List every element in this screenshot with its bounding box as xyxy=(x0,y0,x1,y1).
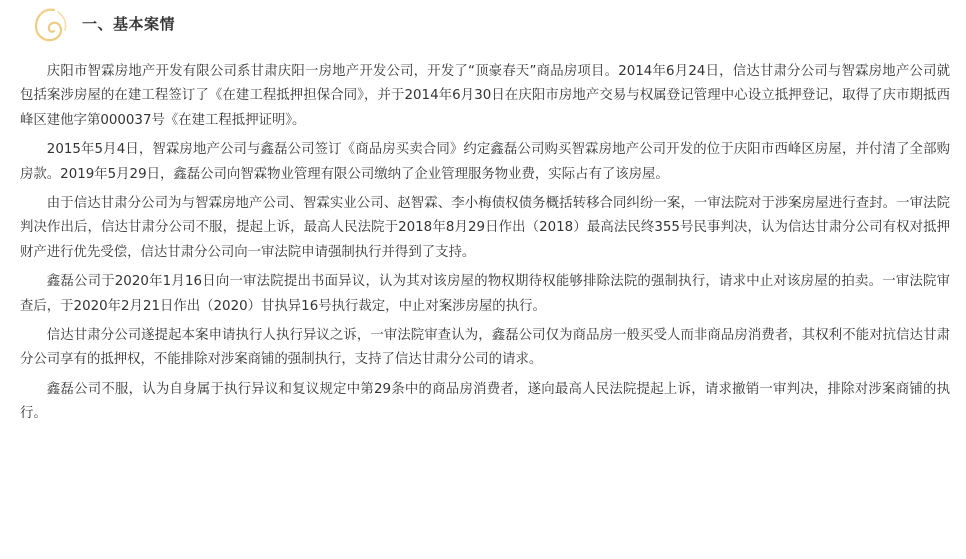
case-facts-body xyxy=(20,60,950,432)
paragraph-mortgage: 庆阳市智霖房地产开发有限公司系甘肃庆阳一房地产开发公司，开发了“顶豪春天”商品房项目。2014年6月24日，信达甘肃分公司与智霖房地产公司就包括案涉房屋的在建工程签订了《在建工程抵押担保合同》，并于2014年6月30日在庆阳市房地产交易与权属登记管理中心设立抵押登记，取得了庆市期抵西峰区建他字第000037号《在建工程抵押证明》。 xyxy=(20,64,950,128)
paragraph-first-instance: 信达甘肃分公司遂提起本案申请执行人执行异议之诉，一审法院审查认为，鑫磊公司仅为商品房一般买受人而非商品房消费者，其权利不能对抗信达甘肃分公司享有的抵押权，不能排除对涉案商铺的强制执行，支持了信达甘肃分公司的请求。 xyxy=(20,328,950,368)
decorative-swirl-icon xyxy=(28,6,72,44)
paragraph-purchase-contract: 2015年5月4日，智霖房地产公司与鑫磊公司签订《商品房买卖合同》约定鑫磊公司购买智霖房地产公司开发的位于庆阳市西峰区房屋，并付清了全部购房款。2019年5月29日，鑫磊公司向智霖物业管理有限公司缴纳了企业管理服务物业费，实际占有了该房屋。 xyxy=(20,142,950,182)
paragraph-seizure: 由于信达甘肃分公司为与智霖房地产公司、智霖实业公司、赵智霖、李小梅债权债务概括转移合同纠纷一案，一审法院对于涉案房屋进行查封。一审法院判决作出后，信达甘肃分公司不服，提起上诉，最高人民法院于2018年8月29日作出（2018）最高法民终355号民事判决，认为信达甘肃分公司有权对抵押财产进行优先受偿，信达甘肃分公司向一审法院申请强制执行并得到了支持。 xyxy=(20,196,950,260)
section-title: 一、基本案情 xyxy=(82,15,176,33)
paragraph-objection: 鑫磊公司于2020年1月16日向一审法院提出书面异议，认为其对该房屋的物权期待权能够排除法院的强制执行，请求中止对该房屋的拍卖。一审法院审查后，于2020年2月21日作出（2020）甘执异16号执行裁定，中止对案涉房屋的执行。 xyxy=(20,274,950,314)
paragraph-appeal: 鑫磊公司不服，认为自身属于执行异议和复议规定中第29条中的商品房消费者，遂向最高人民法院提起上诉，请求撤销一审判决，排除对涉案商铺的执行。 xyxy=(20,381,950,422)
